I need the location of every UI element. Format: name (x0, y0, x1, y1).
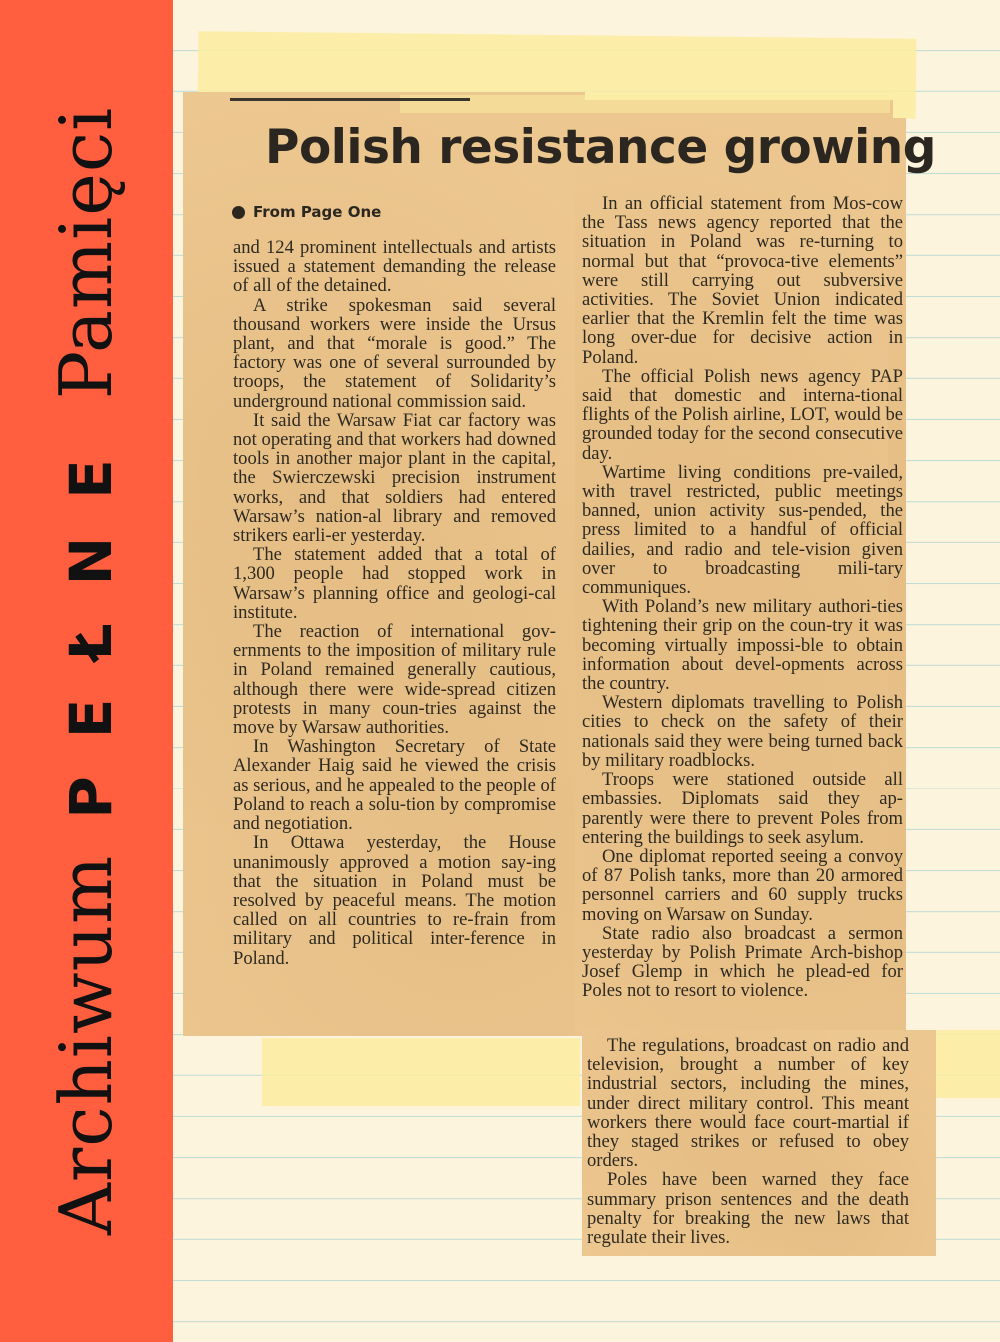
brand-word-archiwum: Archiwum (44, 854, 128, 1236)
kicker-label: From Page One (253, 203, 382, 221)
brand-word-pelne: PEŁNE (57, 421, 125, 819)
headline-rule (230, 98, 470, 101)
brand-wordmark (44, 107, 128, 1235)
paragraph: and 124 prominent intellectuals and artists issued a statement demanding the release of all of the detained. (233, 237, 556, 297)
article-column-right-continued (587, 1036, 909, 1247)
brand-sidebar (0, 0, 173, 1342)
article-column-right (582, 194, 903, 1001)
paragraph: The statement added that a total of 1,300 people had stopped work in Warsaw’s planning office and geologi-cal institute. (233, 544, 556, 623)
paragraph: The reaction of international gov-ernments to the imposition of military rule in Poland remained generally cautious, although there were wide-spread citizen protests in many coun-tries against the move by Warsaw authorities. (233, 621, 556, 739)
paragraph: Western diplomats travelling to Polish cities to check on the safety of their nationals said they were being turned back by military roadblocks. (582, 692, 903, 771)
article-column-left (233, 238, 556, 968)
paragraph: Poles have been warned they face summary prison sentences and the death penalty for breaking the new laws that regulate their lives. (587, 1169, 909, 1249)
paragraph: Troops were stationed outside all embassies. Diplomats said they ap-parently were there to prevent Poles from entering the buildings to seek asylum. (582, 769, 903, 848)
paragraph: A strike spokesman said several thousand workers were inside the Ursus plant, and that “morale is good.” The factory was one of several surrounded by troops, the statement of Solidarity’s underground national commission said. (233, 294, 556, 412)
paragraph: One diplomat reported seeing a convoy of 87 Polish tanks, more than 20 armored personnel carriers and 60 supply trucks moving on Warsaw on Sunday. (582, 845, 903, 925)
paragraph: State radio also broadcast a sermon yesterday by Polish Primate Arch-bishop Josef Glemp in which he plead-ed for Poles not to resort to violence. (582, 922, 903, 1002)
brand-word-pamieci: Pamięci (44, 106, 128, 400)
paragraph: With Poland’s new military authori-ties tightening their grip on the coun-try it was becoming virtually impossi-ble to obtain information about devel-opments across the country. (582, 596, 903, 695)
paragraph: In Ottawa yesterday, the House unanimously approved a motion say-ing that the situation in Poland must be resolved by peaceful means. The motion called on all countries to re-frain from military and political inter-ference in Poland. (233, 832, 556, 969)
tape-top-overlay (400, 95, 890, 113)
paragraph: The regulations, broadcast on radio and television, brought a number of key industrial sectors, including the mines, under direct military control. This meant workers there would face court-martial if they staged strikes or refused to obey orders. (587, 1035, 909, 1172)
paragraph: Wartime living conditions pre-vailed, with travel restricted, public meetings banned, union activity sus-pended, the press limited to a handful of official dailies, and radio and tele-vision given over to broadcasting mili-tary communiques. (582, 461, 903, 599)
tape-bottom-right (936, 1030, 1000, 1098)
bullet-icon (232, 206, 245, 219)
article-headline: Polish resistance growing (265, 120, 936, 175)
tape-bottom-left (262, 1038, 580, 1106)
paragraph: In an official statement from Mos-cow the Tass news agency reported that the situation in Poland was re-turning to normal but that “provoca-tive elements” were still carrying out subversive activities. The Soviet Union indicated earlier that the Kremlin felt the time was long over-due for decisive action in Poland. (582, 193, 903, 368)
paragraph: The official Polish news agency PAP said that domestic and interna-tional flights of the Polish airline, LOT, would be grounded today for the second consecutive day. (582, 365, 903, 464)
paragraph: It said the Warsaw Fiat car factory was not operating and that workers had downed tools in another major plant in the capital, the Swierczewski precision instrument works, and that soldiers had entered Warsaw’s nation-al library and removed strikers earli-er yesterday. (233, 409, 556, 547)
kicker (232, 203, 381, 221)
paragraph: In Washington Secretary of State Alexander Haig said he viewed the crisis as serious, and he appealed to the people of Poland to reach a solu-tion by compromise and negotiation. (233, 736, 556, 835)
